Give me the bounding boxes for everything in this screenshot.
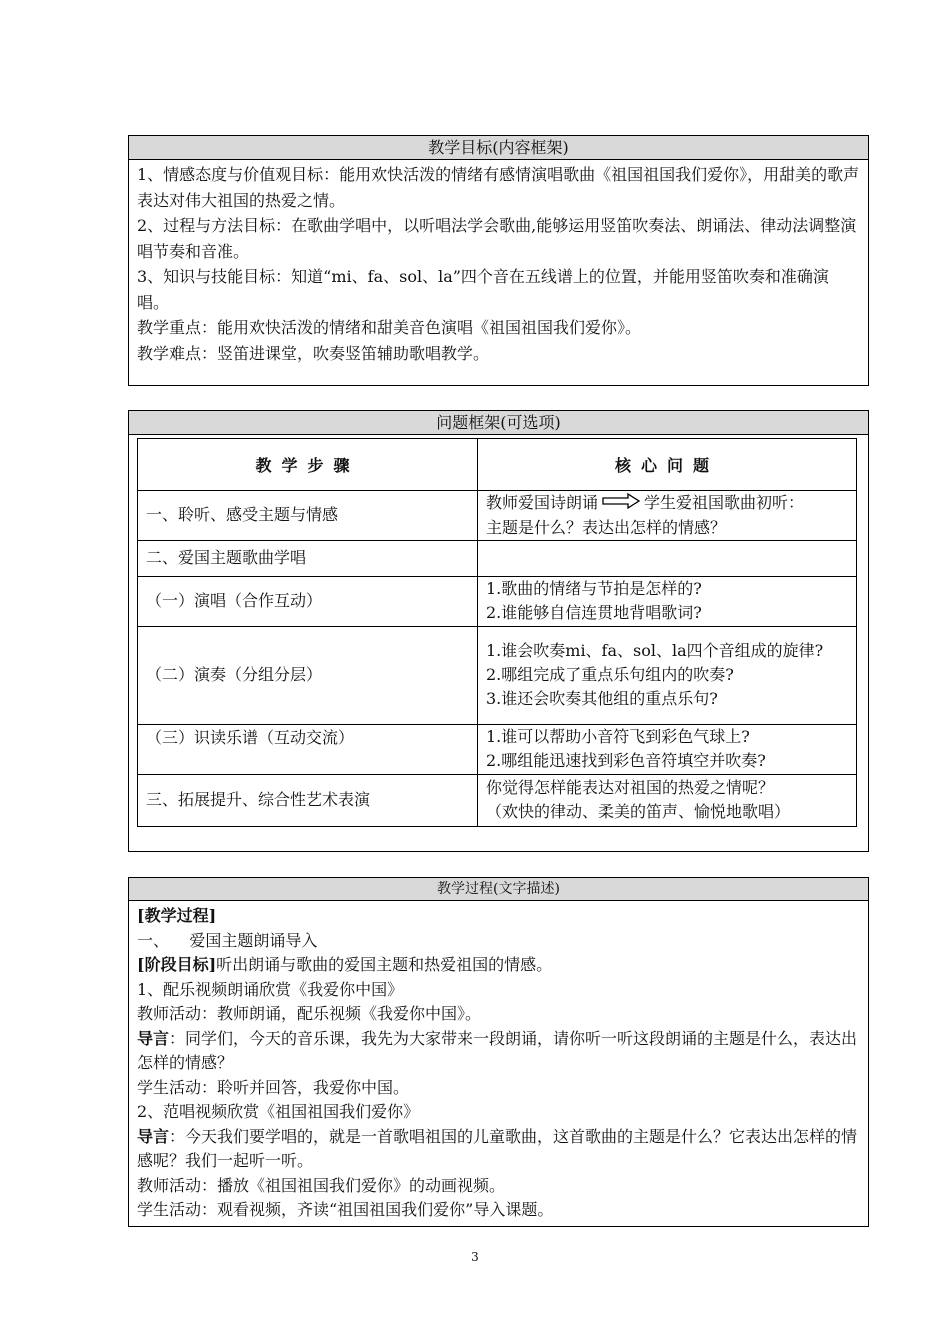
difficult-point: 教学难点：竖笛进课堂，吹奏竖笛辅助歌唱教学。 [137,343,490,363]
core-cell [478,626,857,724]
process-body [129,901,868,1223]
guide-paragraph [137,1027,860,1076]
objectives-body [129,160,868,366]
table-row [138,774,857,826]
step-cell: （一）演唱（合作互动） [138,576,478,626]
objectives-header: 教学目标(内容框架) [129,136,868,160]
stage-goal [137,953,860,978]
guide-label: 导言 [137,1126,170,1146]
step-cell: （二）演奏（分组分层） [138,626,478,724]
teacher-activity: 教师活动：播放《祖国祖国我们爱你》的动画视频。 [137,1175,506,1195]
objective-line: 1、情感态度与价值观目标：能用欢快活泼的情绪有感情演唱歌曲《祖国祖国我们爱你》，用甜美的歌声表达对伟大祖国的热爱之情。 [137,165,860,210]
guide-label: 导言 [137,1028,170,1048]
goal-text: 听出朗诵与歌曲的爱国主题和热爱祖国的情感。 [216,955,553,974]
key-point: 教学重点：能用欢快活泼的情绪和甜美音色演唱《祖国祖国我们爱你》。 [137,318,642,337]
table-row [138,540,857,576]
step-cell: 二、爱国主题歌曲学唱 [138,540,478,576]
student-activity: 学生活动：聆听并回答，我爱你中国。 [137,1077,410,1097]
objective-line: 2、过程与方法目标：在歌曲学唱中，以听唱法学会歌曲,能够运用竖笛吹奏法、朗诵法、律动法调整演唱节奏和音准。 [137,216,857,261]
core-text: 你觉得怎样能表达对祖国的热爱之情呢？ [486,778,775,797]
objective-line: 3、知识与技能目标：知道“mi、fa、sol、la”四个音在五线谱上的位置，并能用竖笛吹奏和准确演唱。 [137,267,829,312]
table-row [138,491,857,541]
step-cell: （三）识读乐谱（互动交流） [138,724,478,774]
core-cell [478,576,857,626]
process-item: 1、配乐视频朗诵欣赏《我爱你中国》 [137,979,404,999]
core-text: 2.哪组完成了重点乐句组内的吹奏? [486,665,734,684]
process-header: 教学过程(文字描述) [129,878,868,901]
core-text: 学生爱祖国歌曲初听： [644,493,805,512]
page-number: 3 [471,1250,479,1264]
core-cell [478,774,857,826]
table-row [138,724,857,774]
table-row [138,576,857,626]
core-cell [478,491,857,541]
core-text: 1.歌曲的情绪与节拍是怎样的? [486,579,702,598]
core-text: 1.谁会吹奏mi、fa、sol、la四个音组成的旋律? [486,641,824,660]
process-item: 2、范唱视频欣赏《祖国祖国我们爱你》 [137,1102,420,1121]
guide-paragraph [137,1125,860,1174]
col-core-header: 核心问题 [478,439,857,491]
core-text: （欢快的律动、柔美的笛声、愉悦地歌唱） [486,802,791,821]
core-text: 主题是什么？表达出怎样的情感？ [486,517,727,537]
student-activity: 学生活动：观看视频，齐读“祖国祖国我们爱你”导入课题。 [137,1200,554,1219]
core-text: 1.谁可以帮助小音符飞到彩色气球上? [486,727,750,746]
core-text: 3.谁还会吹奏其他组的重点乐句? [486,689,718,708]
objectives-box [128,135,869,386]
section-heading: 一、 爱国主题朗诵导入 [137,930,318,950]
goal-label: [阶段目标] [137,955,217,974]
core-text: 2.哪组能迅速找到彩色音符填空并吹奏? [486,751,766,770]
guide-text: ：同学们，今天的音乐课，我先为大家带来一段朗诵，请你听一听这段朗诵的主题是什么，表达出怎样的情感？ [137,1028,858,1072]
right-arrow-icon [602,492,640,516]
process-title: [教学过程] [137,906,217,925]
process-box [128,877,869,1227]
col-steps-header: 教学步骤 [138,439,478,491]
core-cell [478,724,857,774]
guide-text: ：今天我们要学唱的，就是一首歌唱祖国的儿童歌曲，这首歌曲的主题是什么？它表达出怎样的情感呢？我们一起听一听。 [137,1126,858,1170]
table-row [138,626,857,724]
step-cell: 一、聆听、感受主题与情感 [138,491,478,541]
teacher-activity: 教师活动：教师朗诵，配乐视频《我爱你中国》。 [137,1004,482,1023]
core-text: 教师爱国诗朗诵 [486,493,599,512]
questions-box [128,410,869,852]
questions-header: 问题框架(可选项) [129,411,868,435]
table-header-row [138,439,857,491]
step-cell: 三、拓展提升、综合性艺术表演 [138,774,478,826]
questions-table [137,438,857,827]
core-text: 2.谁能够自信连贯地背唱歌词? [486,603,702,622]
core-cell [478,540,857,576]
